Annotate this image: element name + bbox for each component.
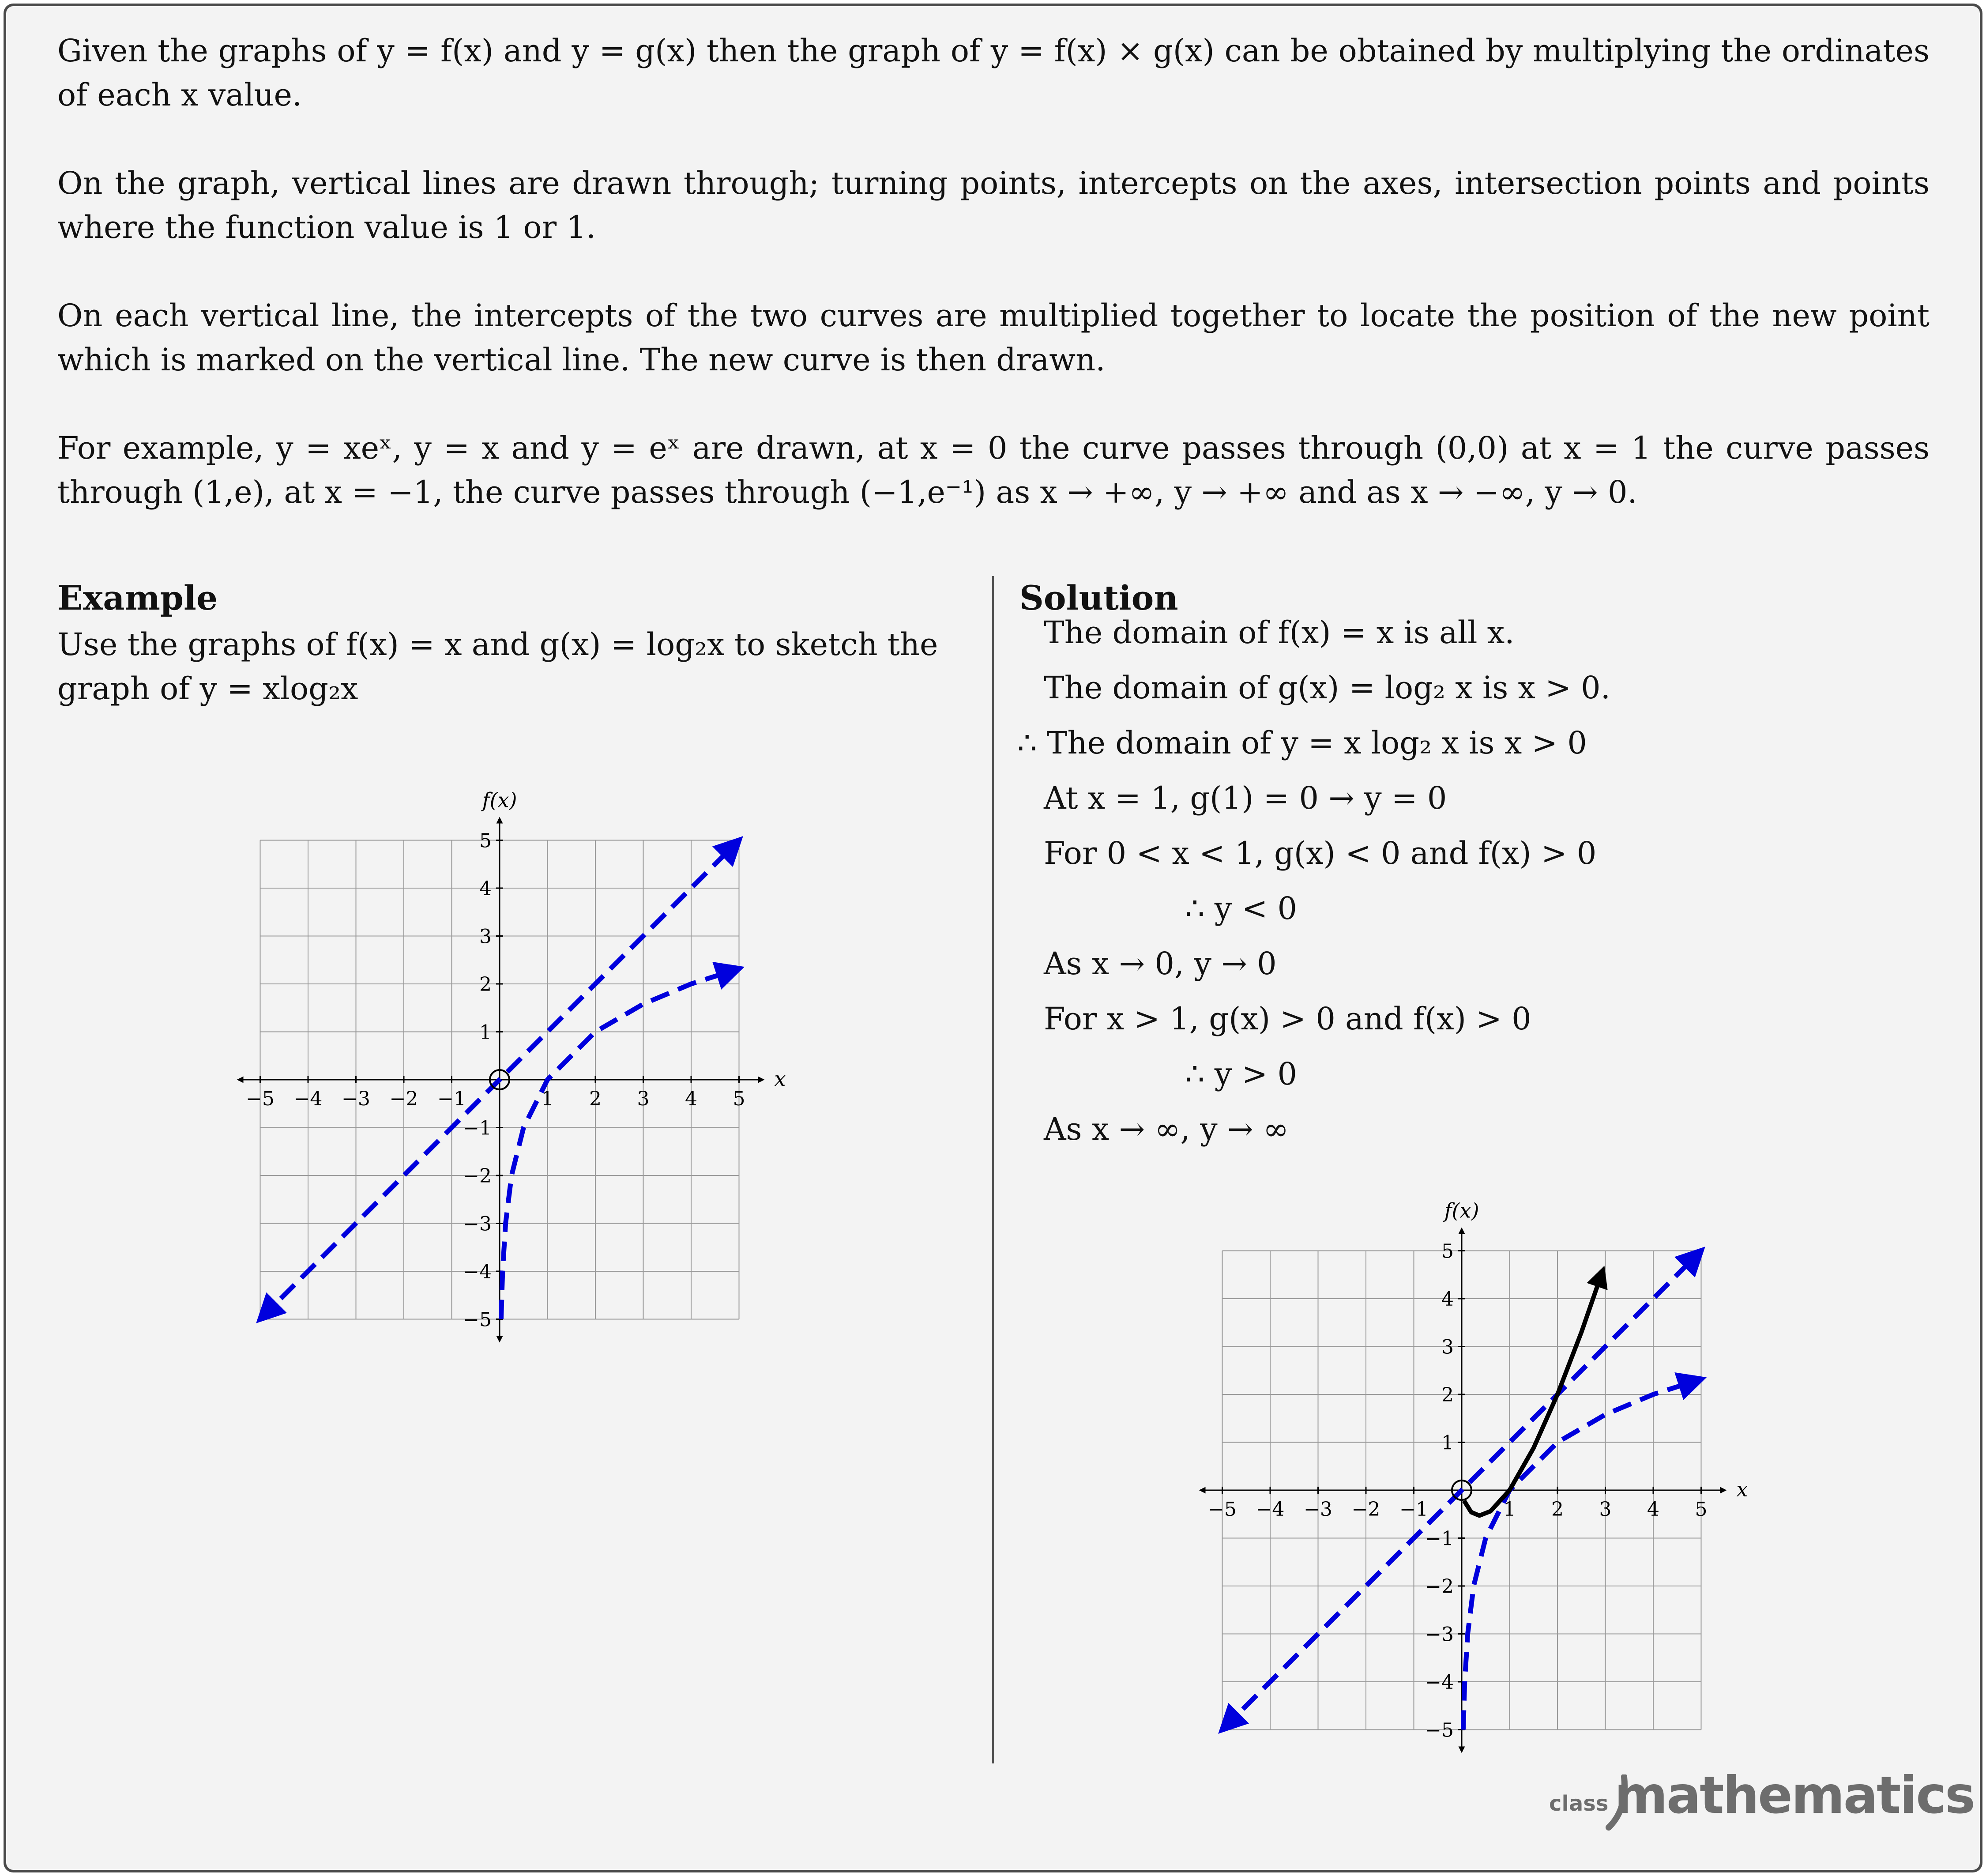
x-tick-label: −2 xyxy=(1351,1498,1380,1521)
y-tick-label: −5 xyxy=(1425,1719,1454,1742)
solution-line-5: For 0 < x < 1, g(x) < 0 and f(x) > 0 xyxy=(1044,835,1597,871)
y-tick-label: −1 xyxy=(1425,1527,1454,1550)
y-tick-label: −2 xyxy=(1425,1575,1454,1598)
solution-line-6: ∴ y < 0 xyxy=(1185,890,1298,927)
x-axis-label: x xyxy=(774,1067,786,1091)
x-tick-label: 4 xyxy=(685,1088,697,1110)
x-tick-label: −4 xyxy=(293,1088,323,1110)
y-tick-label: −3 xyxy=(463,1213,492,1236)
x-tick-label: −1 xyxy=(1399,1498,1428,1521)
x-tick-label: −1 xyxy=(437,1088,466,1110)
x-tick-label: 3 xyxy=(1599,1498,1612,1521)
y-tick-label: −2 xyxy=(463,1165,492,1187)
x-tick-label: 1 xyxy=(541,1088,554,1110)
series-line-2 xyxy=(501,968,739,1319)
y-tick-label: −4 xyxy=(1425,1671,1454,1694)
solution-line-7: As x → 0, y → 0 xyxy=(1044,946,1277,982)
y-tick-label: −5 xyxy=(463,1308,492,1331)
x-tick-label: −3 xyxy=(342,1088,370,1110)
x-tick-label: 1 xyxy=(1503,1498,1516,1521)
solution-line-10: As x → ∞, y → ∞ xyxy=(1044,1111,1289,1147)
y-axis-label: f(x) xyxy=(482,788,517,812)
x-tick-label: −3 xyxy=(1304,1498,1332,1521)
y-tick-label: 1 xyxy=(479,1021,492,1044)
x-tick-label: −2 xyxy=(389,1088,418,1110)
intro-paragraph-3: On each vertical line, the intercepts of the two curves are multiplied together to locate the position of the new point which is marked on the vertical line. The new curve is then drawn. xyxy=(57,298,1930,378)
y-tick-label: 5 xyxy=(479,829,492,852)
series-line-3 xyxy=(1464,1270,1603,1516)
x-axis-label: x xyxy=(1736,1477,1748,1501)
y-tick-label: 3 xyxy=(479,925,492,948)
x-tick-label: 5 xyxy=(733,1088,745,1110)
logo-big-text: mathematics xyxy=(1614,1766,1975,1825)
y-tick-label: −3 xyxy=(1425,1623,1454,1646)
x-tick-label: 5 xyxy=(1695,1498,1708,1521)
y-tick-label: 3 xyxy=(1441,1336,1454,1359)
x-tick-label: 4 xyxy=(1647,1498,1659,1521)
y-tick-label: 5 xyxy=(1441,1240,1454,1263)
y-tick-label: 2 xyxy=(479,973,492,996)
y-axis-label: f(x) xyxy=(1444,1198,1479,1223)
solution-line-3: ∴ The domain of y = x log₂ x is x > 0 xyxy=(1017,725,1587,761)
example-graph xyxy=(229,781,794,1355)
solution-line-9: ∴ y > 0 xyxy=(1185,1056,1298,1092)
y-tick-label: −4 xyxy=(463,1261,492,1283)
solution-line-8: For x > 1, g(x) > 0 and f(x) > 0 xyxy=(1044,1001,1531,1037)
solution-graph xyxy=(1192,1192,1757,1766)
solution-line-1: The domain of f(x) = x is all x. xyxy=(1044,614,1515,651)
example-text: Use the graphs of f(x) = x and g(x) = log₂x to sketch the graph of y = xlog₂x xyxy=(57,626,938,707)
x-tick-label: 2 xyxy=(1551,1498,1564,1521)
solution-line-4: At x = 1, g(1) = 0 → y = 0 xyxy=(1044,780,1447,816)
y-tick-label: 4 xyxy=(479,878,492,900)
solution-line-2: The domain of g(x) = log₂ x is x > 0. xyxy=(1044,670,1610,706)
y-tick-label: 2 xyxy=(1441,1384,1454,1406)
y-tick-label: 4 xyxy=(1441,1288,1454,1311)
solution-heading: Solution xyxy=(1019,578,1178,618)
example-heading: Example xyxy=(57,578,218,618)
column-divider xyxy=(992,576,994,1763)
x-tick-label: −5 xyxy=(246,1088,275,1110)
logo-small-text: class xyxy=(1549,1791,1609,1816)
intro-paragraph-1: Given the graphs of y = f(x) and y = g(x) then the graph of y = f(x) × g(x) can be obtained by multiplying the ordinates of each x value. xyxy=(57,33,1930,113)
x-tick-label: 3 xyxy=(637,1088,650,1110)
x-tick-label: −5 xyxy=(1208,1498,1237,1521)
class-mathematics-logo xyxy=(1549,1766,1975,1832)
y-tick-label: −1 xyxy=(463,1117,492,1140)
x-tick-label: −4 xyxy=(1256,1498,1285,1521)
intro-paragraph-2: On the graph, vertical lines are drawn through; turning points, intercepts on the axes, intersection points and points where the function value is 1 or 1. xyxy=(57,165,1930,245)
intro-paragraph-4: For example, y = xeˣ, y = x and y = eˣ are drawn, at x = 0 the curve passes through (0,0) at x = 1 the curve passes through (1,e), at x = −1, the curve passes through (−1,e⁻¹) as x → +∞, y → +∞ and as x → −∞, y → 0. xyxy=(57,430,1930,510)
series-line-2 xyxy=(1463,1379,1701,1729)
y-tick-label: 1 xyxy=(1441,1431,1454,1454)
x-tick-label: 2 xyxy=(589,1088,602,1110)
